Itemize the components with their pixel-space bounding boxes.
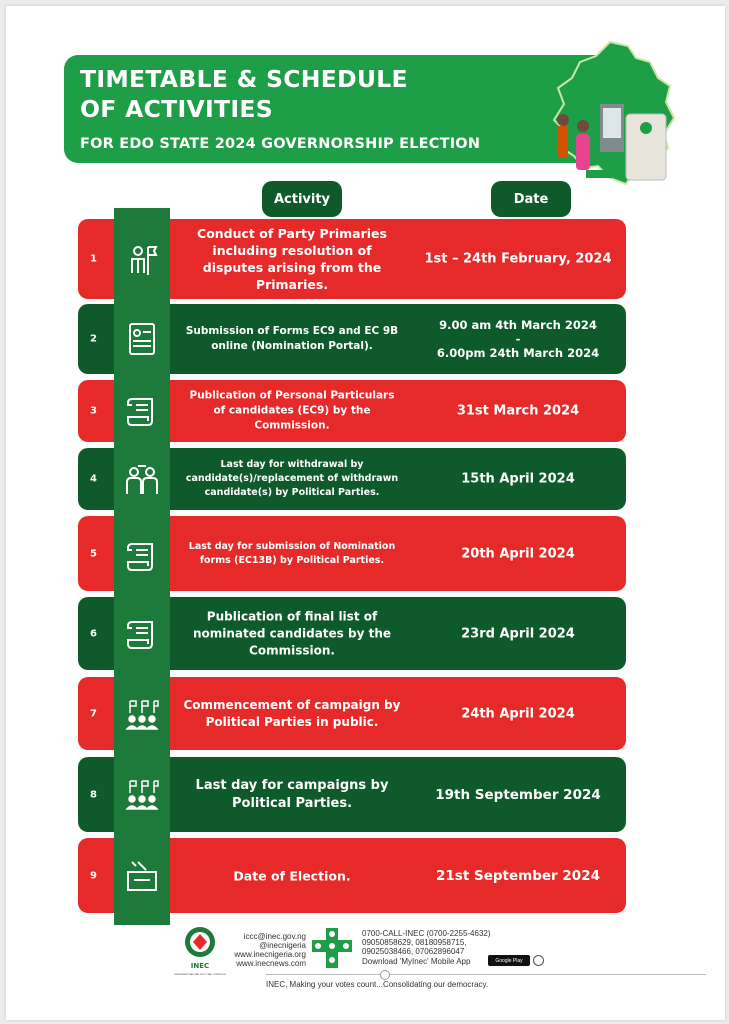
page-title xyxy=(80,64,408,124)
row-activity: Publication of Personal Particulars of candidates (EC9) by the Commission. xyxy=(189,389,395,432)
crowd-flags-icon xyxy=(124,777,160,813)
whatsapp-icon xyxy=(329,957,335,963)
row-date-line-2: - xyxy=(515,332,521,346)
row-number: 7 xyxy=(90,708,97,719)
footer-download-text: Download 'MyInec' Mobile App xyxy=(362,957,471,966)
social-icons-cross xyxy=(310,926,354,970)
row-activity: Last day for submission of Nomination forms (EC13B) by Political Parties. xyxy=(188,540,396,566)
scroll-icon xyxy=(124,393,160,429)
footer-web-2[interactable]: www.inecnews.com xyxy=(236,959,306,968)
inec-logo xyxy=(174,924,226,978)
person-flag-icon xyxy=(124,243,160,279)
title-line-1: TIMETABLE & SCHEDULE xyxy=(80,65,408,93)
footer-email[interactable]: iccc@inec.gov.ng xyxy=(243,932,306,941)
footer-contact-right xyxy=(362,929,491,956)
footer-phone-2[interactable]: 09050858629, 08180958715, xyxy=(362,938,467,947)
row-date: 21st September 2024 xyxy=(436,867,600,884)
scroll-icon xyxy=(124,538,160,574)
row-activity: Publication of final list of nominated candidates by the Commission. xyxy=(192,609,392,657)
email-icon xyxy=(329,931,335,937)
footer-slogan: INEC, Making your votes count...Consolidating our democracy. xyxy=(266,980,489,989)
title-line-2: OF ACTIVITIES xyxy=(80,95,274,123)
row-date: 24th April 2024 xyxy=(461,706,575,721)
date-column-header: Date xyxy=(491,181,571,217)
footer-phone-1[interactable]: 0700-CALL-INEC (0700-2255-4632) xyxy=(362,929,491,938)
form-document-icon xyxy=(124,321,160,357)
row-number: 6 xyxy=(90,628,97,639)
row-activity: Date of Election. xyxy=(233,868,351,883)
twitter-icon xyxy=(315,943,321,949)
google-play-badge[interactable]: Google Play xyxy=(488,955,530,966)
row-number: 9 xyxy=(90,870,97,881)
row-date: 20th April 2024 xyxy=(461,546,575,561)
logo-text: INEC xyxy=(190,962,210,970)
row-number: 1 xyxy=(90,253,97,265)
row-activity: Conduct of Party Primaries including resolution of disputes arising from the Primaries. xyxy=(197,226,387,292)
footer-divider xyxy=(266,974,706,975)
row-date: 23rd April 2024 xyxy=(461,626,575,641)
row-date-line-3: 6.00pm 24th March 2024 xyxy=(436,346,600,360)
footer-divider-dot xyxy=(380,970,390,980)
row-activity: Submission of Forms EC9 and EC 9B online (Nomination Portal). xyxy=(185,325,399,352)
row-number: 5 xyxy=(90,548,97,559)
row-date: 31st March 2024 xyxy=(456,403,580,419)
row-number: 4 xyxy=(90,473,97,485)
row-date xyxy=(418,318,618,360)
row-date: 1st – 24th February, 2024 xyxy=(424,251,612,267)
row-date-line-1: 9.00 am 4th March 2024 xyxy=(439,318,597,332)
footer-contact-left xyxy=(224,932,306,968)
logo-subtext: INDEPENDENT NATIONAL ELECTORAL COMMISSION xyxy=(174,974,226,976)
crowd-flags-icon xyxy=(124,697,160,733)
footer-web-1[interactable]: www.inecnigeria.org xyxy=(234,950,306,959)
phone-icon xyxy=(343,943,349,949)
page-subtitle: FOR EDO STATE 2024 GOVERNORSHIP ELECTION xyxy=(80,136,481,152)
footer-phone-3[interactable]: 09025038466, 07062896047 xyxy=(362,947,465,956)
row-activity: Commencement of campaign by Political Parties in public. xyxy=(183,697,401,729)
ballot-box-icon xyxy=(124,858,160,894)
row-activity: Last day for campaigns by Political Parties. xyxy=(195,777,389,811)
row-activity: Last day for withdrawal by candidate(s)/replacement of withdrawn candidate(s) by Political Parties. xyxy=(185,459,399,498)
people-replace-icon xyxy=(124,462,160,498)
edo-map-voting-illustration xyxy=(540,38,680,188)
footer-handle[interactable]: @inecnigeria xyxy=(259,941,306,950)
row-number: 8 xyxy=(90,789,97,800)
row-date: 15th April 2024 xyxy=(461,471,575,487)
facebook-icon xyxy=(329,943,335,949)
app-logo-icon[interactable] xyxy=(533,955,544,966)
row-number: 3 xyxy=(90,405,97,417)
row-number: 2 xyxy=(90,333,97,345)
activity-column-header: Activity xyxy=(262,181,342,217)
row-date: 19th September 2024 xyxy=(435,786,601,803)
scroll-icon xyxy=(124,616,160,652)
